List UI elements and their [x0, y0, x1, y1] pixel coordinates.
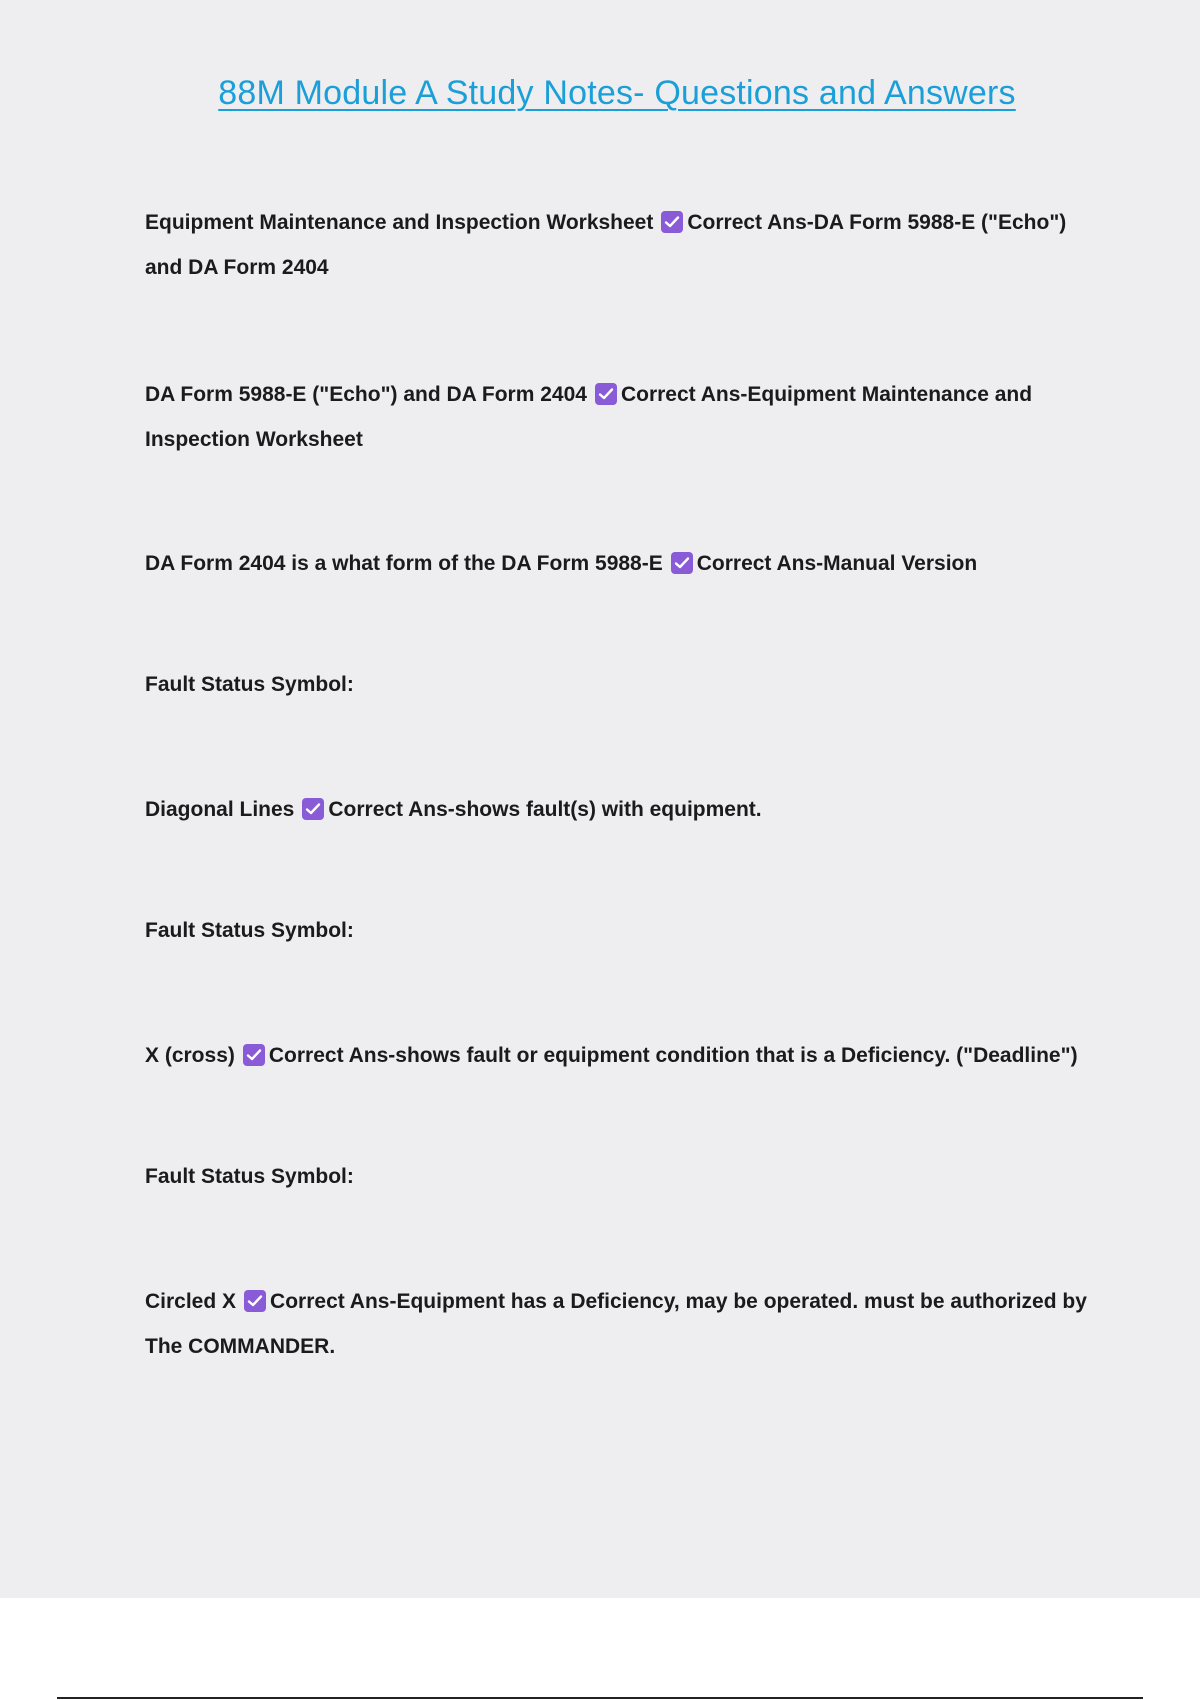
checkbox-checked-icon [243, 1044, 265, 1066]
qa-entry [145, 1033, 1145, 1078]
answer-text: Correct Ans-shows fault(s) with equipment. [328, 798, 762, 821]
answer-text: Correct Ans-shows fault or equipment condition that is a Deficiency. ("Deadline") [268, 1044, 1078, 1067]
qa-entry [145, 541, 1095, 586]
question-text: Circled X [145, 1290, 237, 1313]
answer-text: Correct Ans-Manual Version [696, 552, 978, 575]
checkbox-checked-icon [661, 211, 683, 233]
footer-divider [57, 1697, 1143, 1699]
checkbox-checked-icon [595, 383, 617, 405]
answer-text: Correct Ans-Equipment has a Deficiency, may be operated. must be authorized by [270, 1290, 1087, 1313]
qa-entry [145, 372, 1095, 462]
checkbox-checked-icon [671, 552, 693, 574]
question-text: Equipment Maintenance and Inspection Worksheet [145, 211, 654, 234]
checkbox-checked-icon [244, 1290, 266, 1312]
answer-continuation: Inspection Worksheet [145, 428, 363, 451]
answer-text: Correct Ans-DA Form 5988-E ("Echo") [687, 211, 1067, 234]
section-heading: Fault Status Symbol: [145, 673, 354, 696]
section-heading: Fault Status Symbol: [145, 919, 354, 942]
checkbox-checked-icon [302, 798, 324, 820]
answer-continuation: The COMMANDER. [145, 1335, 336, 1358]
section-heading: Fault Status Symbol: [145, 1165, 354, 1188]
answer-continuation: and DA Form 2404 [145, 256, 329, 279]
qa-entry [145, 787, 1095, 832]
qa-entry [145, 1279, 1145, 1369]
question-text: DA Form 2404 is a what form of the DA Form 5988-E [145, 552, 663, 575]
question-text: X (cross) [145, 1044, 235, 1067]
page-title: 88M Module A Study Notes- Questions and Answers [218, 74, 1016, 112]
question-text: DA Form 5988-E ("Echo") and DA Form 2404 [145, 383, 587, 406]
qa-entry [145, 200, 1095, 290]
question-text: Diagonal Lines [145, 798, 295, 821]
answer-text: Correct Ans-Equipment Maintenance and [620, 383, 1033, 406]
